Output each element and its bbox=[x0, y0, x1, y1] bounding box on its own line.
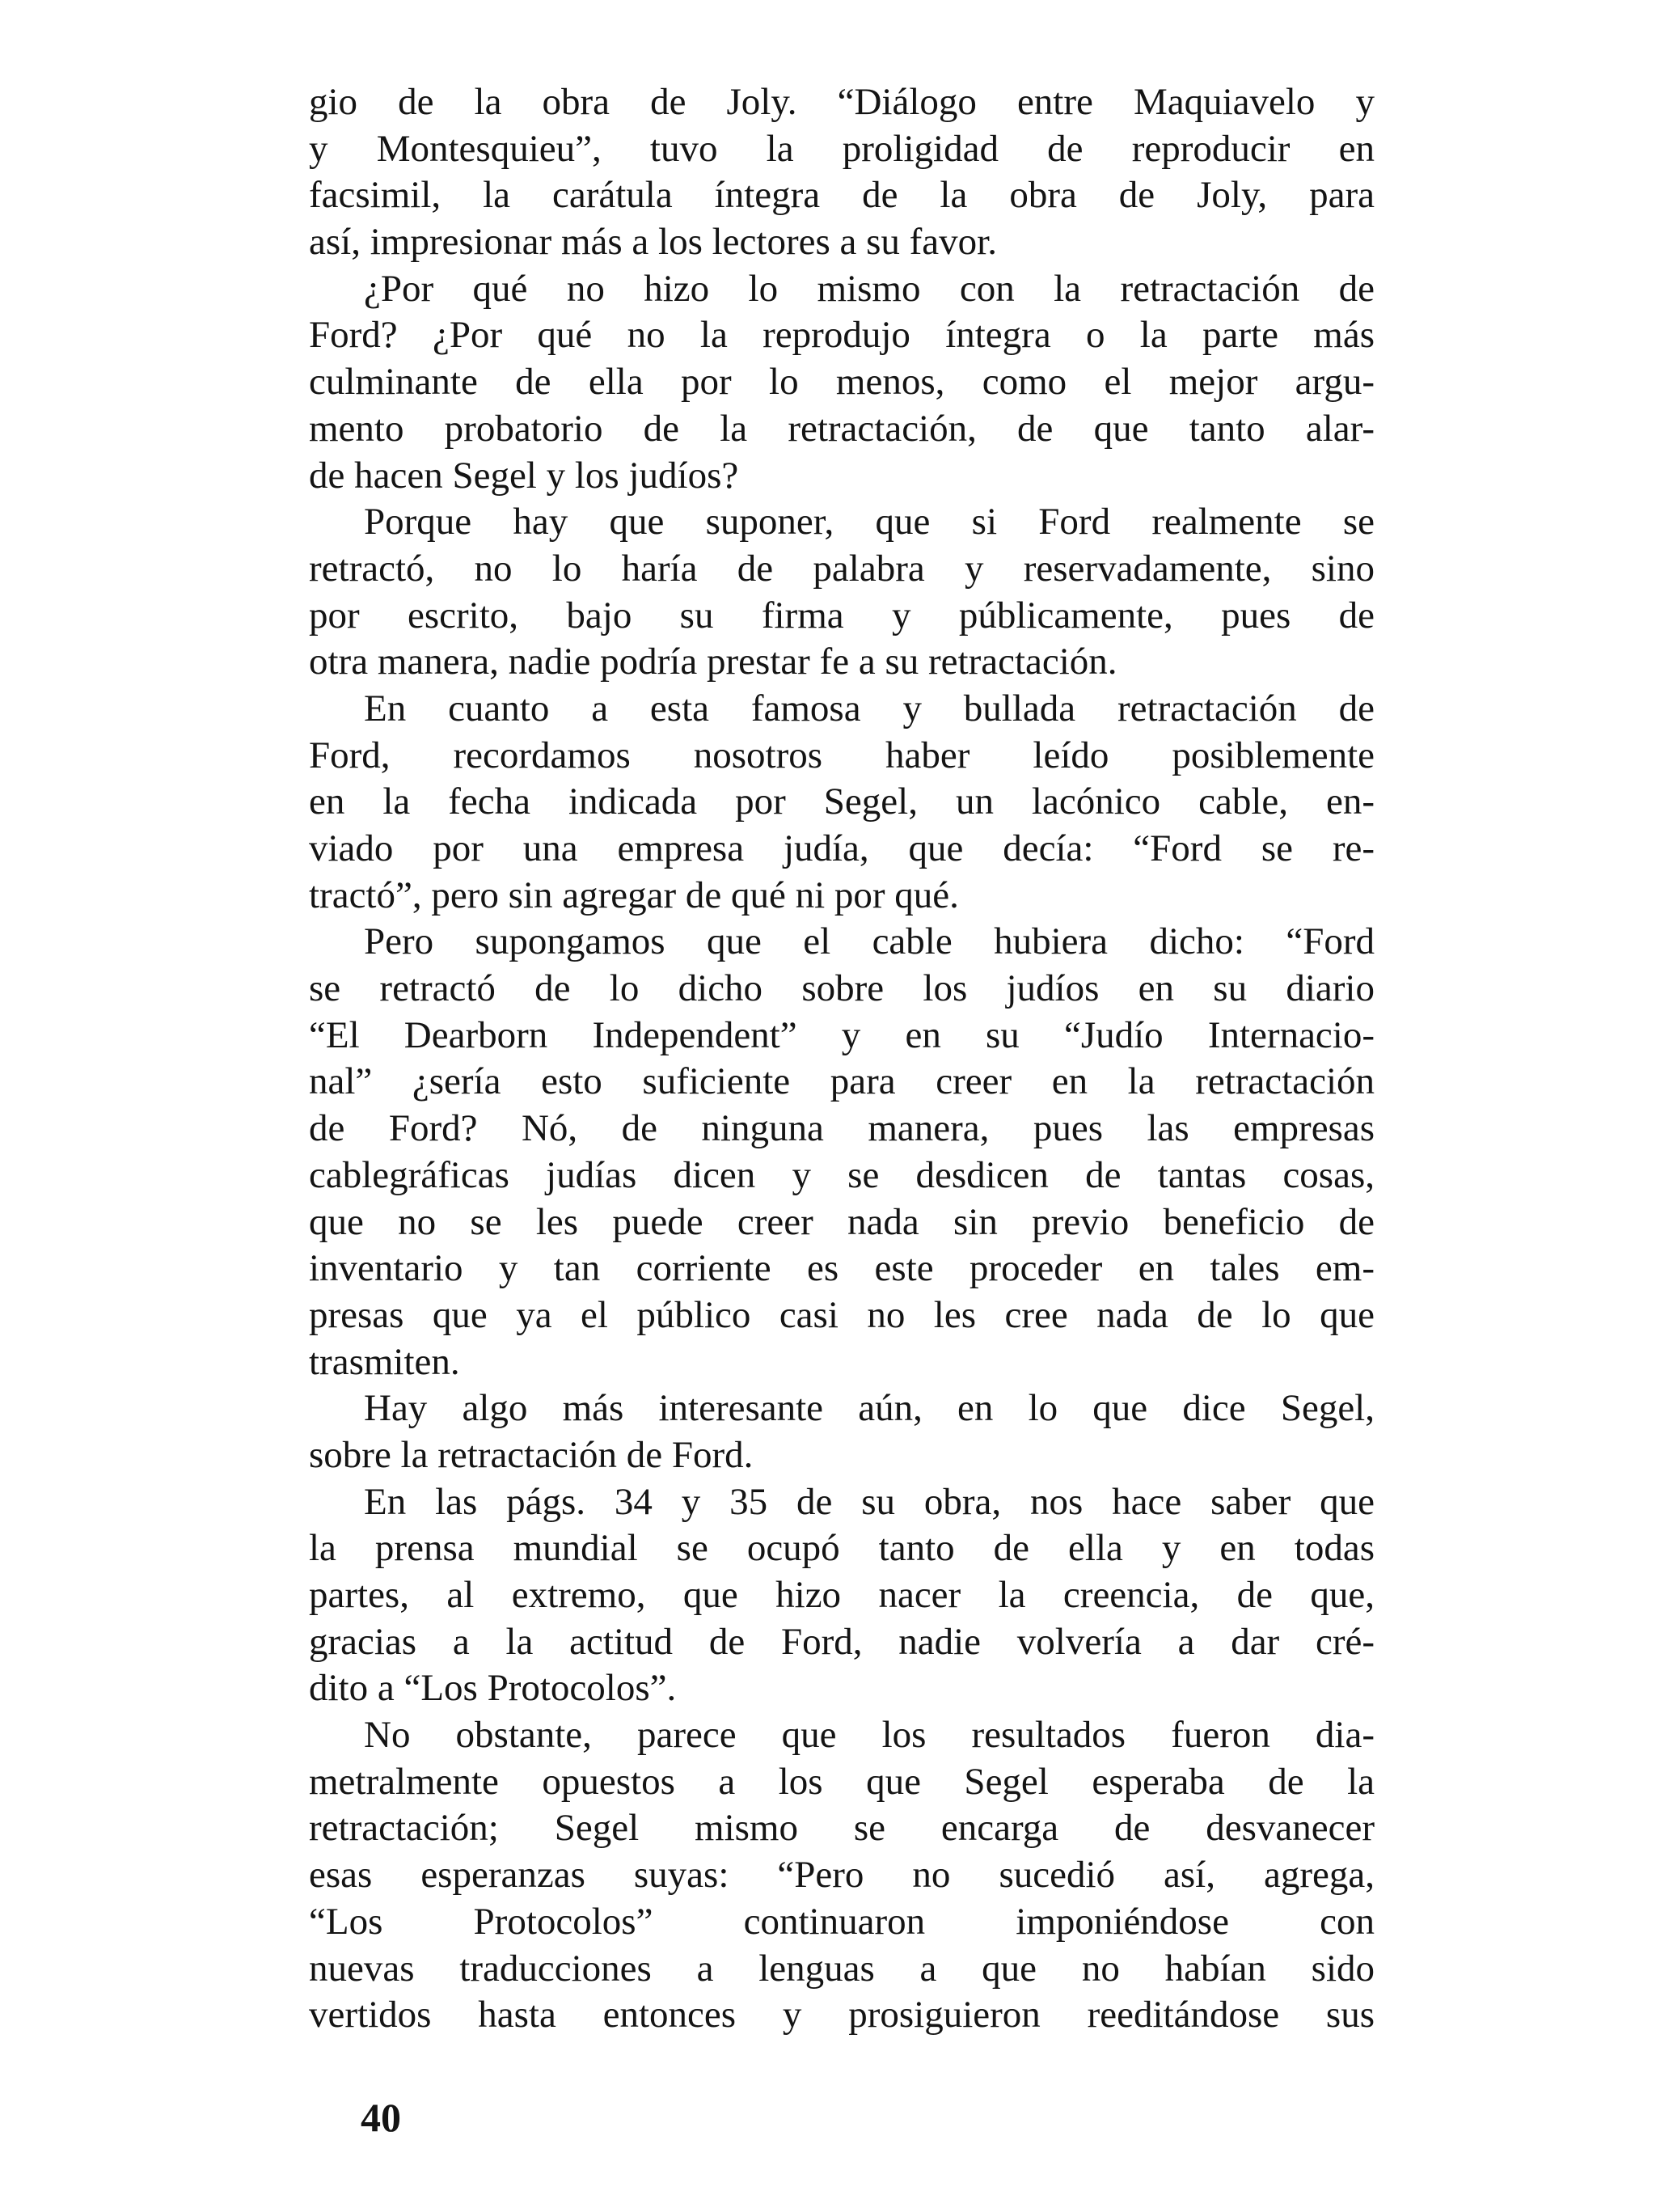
text-line: metralmente opuestos a los que Segel esperaba de la bbox=[309, 1760, 1375, 1803]
text-line: mento probatorio de la retractación, de que tanto alar- bbox=[309, 407, 1375, 450]
text-line: nuevas traducciones a lenguas a que no habían sido bbox=[309, 1947, 1375, 1990]
text-line: viado por una empresa judía, que decía: “Ford se re- bbox=[309, 827, 1375, 869]
text-line: Ford? ¿Por qué no la reprodujo íntegra o la parte más bbox=[309, 314, 1375, 357]
text-line: retractación; Segel mismo se encarga de desvanecer bbox=[309, 1807, 1375, 1850]
text-line: culminante de ella por lo menos, como el mejor argu- bbox=[309, 361, 1375, 404]
text-line: se retractó de lo dicho sobre los judíos en su diario bbox=[309, 967, 1375, 1010]
text-line: Porque hay que suponer, que si Ford realmente se bbox=[364, 501, 1375, 543]
text-line: nal” ¿sería esto suficiente para creer en la retractación bbox=[309, 1060, 1375, 1103]
text-line: facsimil, la carátula íntegra de la obra de Joly, para bbox=[309, 174, 1375, 217]
text-line: Pero supongamos que el cable hubiera dicho: “Ford bbox=[364, 920, 1375, 963]
text-line: por escrito, bajo su firma y públicamente, pues de bbox=[309, 594, 1375, 637]
text-line: “Los Protocolos” continuaron imponiéndose con bbox=[309, 1900, 1375, 1943]
body-text bbox=[309, 79, 1375, 2039]
text-line: y Montesquieu”, tuvo la proligidad de reproducir en bbox=[309, 127, 1375, 170]
text-line: de Ford? Nó, de ninguna manera, pues las empresas bbox=[309, 1107, 1375, 1150]
text-line: vertidos hasta entonces y prosiguieron reeditándose sus bbox=[309, 1994, 1375, 2036]
text-line: En las págs. 34 y 35 de su obra, nos hace saber que bbox=[364, 1480, 1375, 1523]
text-line: así, impresionar más a los lectores a su favor. bbox=[309, 221, 997, 264]
text-line: ¿Por qué no hizo lo mismo con la retractación de bbox=[364, 267, 1375, 310]
text-line: esas esperanzas suyas: “Pero no sucedió así, agrega, bbox=[309, 1854, 1375, 1897]
text-line: Ford, recordamos nosotros haber leído posiblemente bbox=[309, 734, 1375, 776]
text-line: No obstante, parece que los resultados fueron dia- bbox=[364, 1714, 1375, 1757]
text-line: sobre la retractación de Ford. bbox=[309, 1433, 754, 1476]
text-line: la prensa mundial se ocupó tanto de ella y en todas bbox=[309, 1527, 1375, 1570]
text-line: gracias a la actitud de Ford, nadie volvería a dar cré- bbox=[309, 1620, 1375, 1663]
text-line: tractó”, pero sin agregar de qué ni por qué. bbox=[309, 873, 959, 916]
text-line: otra manera, nadie podría prestar fe a su retractación. bbox=[309, 641, 1117, 683]
text-line: que no se les puede creer nada sin previo beneficio de bbox=[309, 1200, 1375, 1243]
text-line: presas que ya el público casi no les cree nada de lo que bbox=[309, 1293, 1375, 1336]
text-line: dito a “Los Protocolos”. bbox=[309, 1667, 677, 1710]
text-line: “El Dearborn Independent” y en su “Judío Internacio- bbox=[309, 1013, 1375, 1056]
text-line: cablegráficas judías dicen y se desdicen de tantas cosas, bbox=[309, 1153, 1375, 1196]
text-line: retractó, no lo haría de palabra y reservadamente, sino bbox=[309, 547, 1375, 590]
text-line: partes, al extremo, que hizo nacer la creencia, de que, bbox=[309, 1574, 1375, 1616]
text-line: inventario y tan corriente es este proceder en tales em- bbox=[309, 1247, 1375, 1290]
text-line: En cuanto a esta famosa y bullada retractación de bbox=[364, 687, 1375, 730]
text-line: de hacen Segel y los judíos? bbox=[309, 454, 739, 497]
text-line: trasmiten. bbox=[309, 1340, 460, 1383]
text-line: en la fecha indicada por Segel, un lacónico cable, en- bbox=[309, 780, 1375, 823]
text-line: Hay algo más interesante aún, en lo que dice Segel, bbox=[364, 1387, 1375, 1430]
text-line: gio de la obra de Joly. “Diálogo entre Maquiavelo y bbox=[309, 81, 1375, 123]
page-number: 40 bbox=[361, 2095, 401, 2140]
